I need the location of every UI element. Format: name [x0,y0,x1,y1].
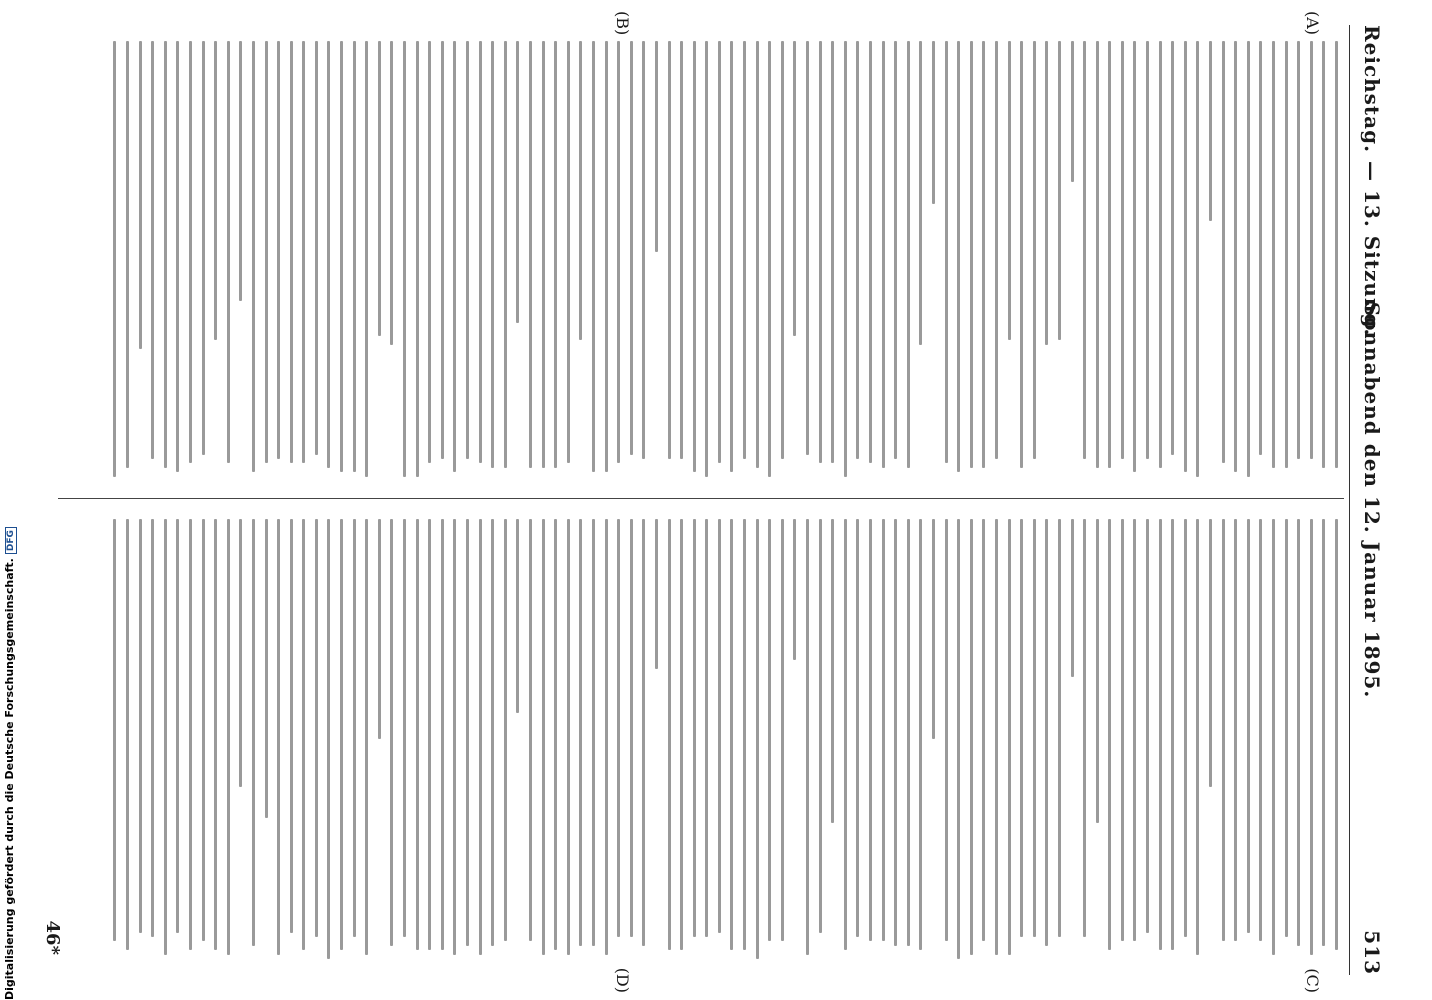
text-line-placeholder [453,41,456,472]
text-line-placeholder [731,519,734,950]
text-line-placeholder [932,41,935,204]
text-line-placeholder [189,41,192,463]
text-line-placeholder [1096,519,1099,823]
header-left: Reichstag. — 13. Sitzung. [1360,25,1384,337]
text-line-placeholder [151,41,154,459]
text-line-placeholder [202,41,205,455]
text-line-placeholder [265,41,268,463]
text-line-placeholder [265,519,268,818]
text-line-placeholder [466,41,469,459]
text-line-placeholder [554,41,557,468]
text-line-placeholder [655,41,658,252]
digitization-credit [3,527,17,1000]
text-line-placeholder [151,519,154,937]
text-line-placeholder [428,41,431,463]
text-line-placeholder [340,519,343,950]
text-line-placeholder [756,41,759,468]
text-line-placeholder [957,519,960,959]
text-line-placeholder [743,41,746,459]
text-line-placeholder [202,519,205,941]
text-line-placeholder [1272,519,1275,955]
page-number: 513 [1360,930,1384,975]
text-line-placeholder [668,519,671,950]
text-line-placeholder [416,41,419,477]
text-line-placeholder [567,519,570,955]
text-line-placeholder [1033,519,1036,937]
text-line-placeholder [302,41,305,463]
text-line-placeholder [126,519,129,950]
text-line-placeholder [919,519,922,950]
text-line-placeholder [668,41,671,459]
text-line-placeholder [390,41,393,345]
text-line-placeholder [756,519,759,959]
text-line-placeholder [403,41,406,477]
text-line-placeholder [1209,519,1212,787]
text-line-placeholder [302,519,305,950]
text-line-placeholder [1045,519,1048,946]
text-line-placeholder [630,41,633,455]
text-line-placeholder [894,41,897,459]
text-line-placeholder [1196,519,1199,955]
text-line-placeholder [693,519,696,937]
text-line-placeholder [1234,519,1237,941]
text-line-placeholder [504,519,507,941]
text-line-placeholder [328,41,331,468]
text-line-placeholder [529,519,532,941]
text-line-placeholder [176,519,179,933]
text-line-placeholder [793,41,796,336]
text-line-placeholder [416,519,419,950]
text-line-placeholder [227,519,230,955]
text-line-placeholder [693,41,696,472]
text-line-placeholder [277,519,280,955]
margin-letter-b: (B) [613,11,632,36]
text-line-placeholder [819,519,822,933]
text-line-placeholder [139,41,142,349]
text-line-placeholder [1108,519,1111,950]
text-line-placeholder [1335,41,1338,468]
text-line-placeholder [1008,41,1011,340]
text-line-placeholder [1146,41,1149,459]
text-line-placeholder [315,41,318,455]
text-line-placeholder [277,41,280,459]
text-line-placeholder [365,519,368,955]
text-line-placeholder [1058,41,1061,340]
text-line-placeholder [982,519,985,941]
text-line-placeholder [1071,519,1074,677]
text-line-placeholder [567,41,570,463]
text-line-placeholder [1134,519,1137,941]
text-line-placeholder [617,519,620,937]
text-line-placeholder [491,519,494,946]
text-line-placeholder [1121,41,1124,459]
text-line-placeholder [365,41,368,477]
margin-letter-c: (C) [1303,968,1322,993]
text-line-placeholder [882,519,885,941]
text-line-placeholder [214,519,217,950]
text-line-placeholder [315,519,318,937]
page-sheet [30,5,1402,995]
text-line-placeholder [126,41,129,468]
text-line-placeholder [1322,519,1325,946]
text-line-placeholder [554,519,557,950]
text-line-placeholder [680,519,683,950]
text-line-placeholder [542,41,545,468]
text-line-placeholder [1297,519,1300,946]
text-line-placeholder [995,519,998,955]
text-line-placeholder [1146,519,1149,933]
text-line-placeholder [1222,519,1225,941]
text-line-placeholder [957,41,960,472]
text-line-placeholder [1159,519,1162,950]
text-line-placeholder [869,519,872,941]
text-line-placeholder [479,519,482,955]
text-line-placeholder [113,41,116,477]
text-line-placeholder [768,41,771,477]
text-line-placeholder [290,41,293,463]
text-line-placeholder [466,519,469,946]
text-line-placeholder [441,519,444,950]
text-line-placeholder [592,41,595,472]
text-line-placeholder [605,41,608,472]
text-line-placeholder [1033,41,1036,459]
text-line-placeholder [1171,41,1174,455]
text-line-placeholder [504,41,507,468]
text-line-placeholder [340,41,343,472]
text-line-placeholder [1134,41,1137,472]
text-line-placeholder [176,41,179,472]
text-line-placeholder [819,41,822,463]
text-line-placeholder [844,41,847,477]
text-line-placeholder [970,41,973,468]
text-line-placeholder [806,41,809,455]
text-line-placeholder [919,41,922,345]
text-line-placeholder [1209,41,1212,221]
text-line-placeholder [705,41,708,477]
text-line-placeholder [290,519,293,933]
text-line-placeholder [441,41,444,459]
text-line-placeholder [630,519,633,937]
text-line-placeholder [642,519,645,946]
text-line-placeholder [453,519,456,955]
text-line-placeholder [718,519,721,933]
text-line-placeholder [1058,519,1061,937]
text-column-left [70,41,1338,481]
text-line-placeholder [970,519,973,955]
text-line-placeholder [252,41,255,472]
text-line-placeholder [1184,41,1187,472]
text-line-placeholder [731,41,734,472]
text-line-placeholder [705,519,708,937]
text-line-placeholder [1322,41,1325,468]
text-line-placeholder [1184,519,1187,937]
text-line-placeholder [164,41,167,468]
text-line-placeholder [353,519,356,937]
text-line-placeholder [542,519,545,955]
text-line-placeholder [1020,519,1023,937]
text-line-placeholder [768,519,771,941]
text-line-placeholder [1247,519,1250,933]
text-line-placeholder [831,41,834,463]
text-line-placeholder [680,41,683,459]
text-line-placeholder [403,519,406,937]
text-line-placeholder [793,519,796,660]
text-line-placeholder [1285,519,1288,937]
text-line-placeholder [781,519,784,941]
text-line-placeholder [1083,519,1086,937]
text-line-placeholder [1083,41,1086,459]
text-line-placeholder [856,41,859,459]
text-line-placeholder [1285,41,1288,468]
text-line-placeholder [113,519,116,941]
column-divider [58,498,1344,499]
text-line-placeholder [1108,41,1111,468]
signature-mark: 46* [42,920,63,955]
text-line-placeholder [1297,41,1300,459]
text-column-right [70,519,1338,959]
text-line-placeholder [239,519,242,787]
text-line-placeholder [982,41,985,468]
text-line-placeholder [516,519,519,713]
text-line-placeholder [932,519,935,739]
text-line-placeholder [856,519,859,937]
text-line-placeholder [491,41,494,468]
text-line-placeholder [844,519,847,950]
text-line-placeholder [1171,519,1174,950]
text-line-placeholder [907,519,910,946]
text-line-placeholder [227,41,230,463]
text-line-placeholder [378,519,381,739]
text-line-placeholder [781,41,784,459]
text-line-placeholder [1310,519,1313,955]
text-line-placeholder [214,41,217,340]
text-line-placeholder [907,41,910,468]
text-line-placeholder [894,519,897,946]
text-line-placeholder [605,519,608,955]
text-line-placeholder [831,519,834,823]
text-line-placeholder [1259,41,1262,455]
text-line-placeholder [945,41,948,463]
text-line-placeholder [1234,41,1237,472]
text-line-placeholder [1020,41,1023,468]
text-line-placeholder [1096,41,1099,468]
text-line-placeholder [806,519,809,955]
text-line-placeholder [252,519,255,946]
text-line-placeholder [945,519,948,941]
text-line-placeholder [390,519,393,946]
text-line-placeholder [189,519,192,950]
text-line-placeholder [164,519,167,955]
text-line-placeholder [1247,41,1250,477]
text-line-placeholder [1071,41,1074,182]
text-line-placeholder [592,519,595,946]
margin-letter-d: (D) [613,967,632,993]
credit-text: Digitalisierung gefördert durch die Deutsche Forschungsgemeinschaft. [3,558,16,1000]
text-line-placeholder [617,41,620,463]
text-line-placeholder [743,519,746,950]
text-line-placeholder [869,41,872,463]
text-line-placeholder [479,41,482,463]
text-line-placeholder [1310,41,1313,459]
text-line-placeholder [529,41,532,468]
text-line-placeholder [378,41,381,336]
text-line-placeholder [642,41,645,459]
header-rule [1349,25,1350,975]
text-line-placeholder [328,519,331,959]
text-line-placeholder [1008,519,1011,955]
text-line-placeholder [579,519,582,946]
text-line-placeholder [1121,519,1124,941]
text-line-placeholder [1259,519,1262,941]
text-line-placeholder [655,519,658,669]
text-line-placeholder [1335,519,1338,950]
text-line-placeholder [1222,41,1225,463]
text-line-placeholder [579,41,582,340]
running-header [1356,25,1384,975]
text-line-placeholder [995,41,998,459]
dfg-logo: DFG [5,527,17,554]
text-line-placeholder [1045,41,1048,345]
text-line-placeholder [718,41,721,463]
text-line-placeholder [516,41,519,323]
text-line-placeholder [428,519,431,950]
text-line-placeholder [239,41,242,301]
text-line-placeholder [882,41,885,468]
text-line-placeholder [353,41,356,472]
header-date: Sonnabend den 12. Januar 1895. [1360,301,1384,699]
margin-letter-a: (A) [1303,11,1322,36]
text-line-placeholder [1196,41,1199,477]
text-line-placeholder [1272,41,1275,468]
text-line-placeholder [139,519,142,933]
text-line-placeholder [1159,41,1162,468]
